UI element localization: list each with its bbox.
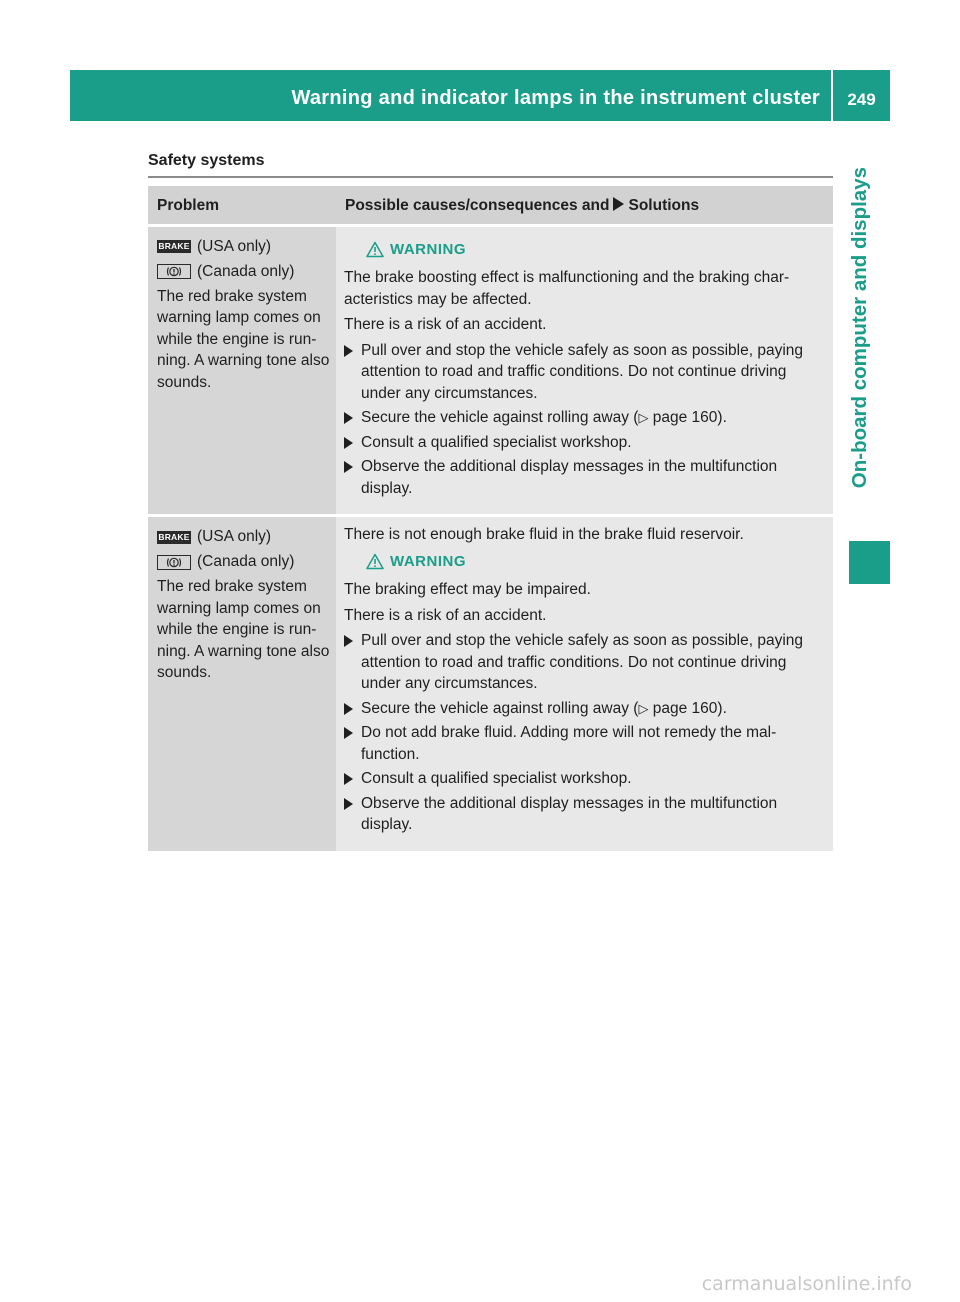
solution-cell (336, 516, 833, 851)
page-reference[interactable]: page 160 (652, 699, 718, 717)
warning-label: WARNING (390, 552, 466, 570)
page-reference[interactable]: page 160 (652, 409, 718, 426)
lamp-usa-label: (USA only) (197, 528, 272, 546)
arrow-right-icon (344, 412, 353, 424)
arrow-right-icon (344, 635, 353, 647)
list-item (344, 698, 828, 720)
arrow-right-icon (613, 197, 624, 211)
list-item (344, 722, 828, 765)
brake-circle-lamp-icon (157, 264, 191, 279)
header-solutions-suffix: Solutions (628, 197, 700, 214)
arrow-right-icon (344, 437, 353, 449)
problem-cell (148, 516, 336, 851)
step-text: Observe the additional display messages in the multifunction display. (361, 794, 778, 833)
arrow-right-icon (344, 773, 353, 785)
arrow-right-icon (344, 727, 353, 739)
arrow-right-icon (344, 345, 353, 357)
side-tab-marker (849, 541, 890, 584)
problem-description: The red brake system warning lamp comes on while the engine is run-ning. A warning tone also sounds. (157, 578, 330, 681)
warning-triangle-icon (366, 553, 384, 570)
risk-text: There is a risk of an accident. (344, 316, 547, 333)
section-divider (148, 176, 833, 178)
warning-text: The braking effect may be impaired. (344, 581, 591, 598)
list-item (344, 432, 828, 454)
lamp-canada-label: (Canada only) (197, 262, 295, 280)
lamp-usa-label: (USA only) (197, 237, 272, 255)
section-title: Safety systems (148, 152, 265, 169)
lamp-canada (157, 551, 331, 573)
warning-lamp-table (148, 186, 833, 851)
warning-text: The brake boosting effect is malfunctioning and the braking char-acteristics may be affected. (344, 269, 790, 308)
lamp-usa (157, 236, 331, 258)
step-text: Secure the vehicle against rolling away ( (361, 699, 639, 717)
watermark: carmanualsonline.info (701, 1273, 912, 1295)
ref-close: ). (717, 409, 727, 426)
problem-description: The red brake system warning lamp comes on while the engine is run-ning. A warning tone also sounds. (157, 287, 330, 391)
lamp-canada-label: (Canada only) (197, 553, 295, 571)
lamp-usa (157, 526, 331, 548)
brake-lamp-icon: BRAKE (158, 531, 190, 542)
list-item (344, 768, 828, 790)
cause-text: There is not enough brake fluid in the brake fluid reservoir. (344, 526, 744, 543)
problem-cell (148, 225, 336, 516)
step-text: Do not add brake fluid. Adding more will not remedy the mal-function. (361, 724, 777, 763)
ref-close: ). (717, 699, 727, 717)
step-text: Observe the additional display messages in the multifunction display. (361, 458, 778, 497)
warning-heading (366, 551, 828, 573)
brake-lamp-icon: BRAKE (158, 241, 190, 251)
arrow-right-icon (344, 703, 353, 715)
list-item (344, 407, 828, 429)
header-problem: Problem (148, 186, 336, 225)
step-text: Consult a qualified specialist workshop. (361, 770, 632, 787)
warning-triangle-icon (366, 241, 384, 258)
page-ref-triangle-icon: ▷ (638, 410, 649, 425)
list-item (344, 793, 828, 836)
lamp-canada (157, 261, 331, 283)
brake-circle-lamp-icon (157, 555, 191, 570)
list-item (344, 630, 828, 695)
warning-heading (366, 239, 828, 261)
page-number: 249 (847, 90, 876, 109)
header-bar (70, 70, 890, 121)
side-tab-label: On-board computer and displays (848, 167, 871, 489)
risk-text: There is a risk of an accident. (344, 606, 547, 624)
header-solutions-prefix: Possible causes/consequences and (345, 197, 610, 214)
side-tab (848, 167, 871, 530)
list-item (344, 340, 828, 405)
header-solutions (336, 186, 833, 225)
table-row (148, 225, 833, 516)
step-text: Pull over and stop the vehicle safely as soon as possible, paying attention to road and traffic conditions. Do not continue driving under any circumstances. (361, 632, 804, 692)
warning-label: WARNING (390, 240, 466, 258)
step-text: Secure the vehicle against rolling away ( (361, 409, 639, 426)
table-row (148, 516, 833, 851)
arrow-right-icon (344, 461, 353, 473)
step-text: Pull over and stop the vehicle safely as soon as possible, paying attention to road and traffic conditions. Do not continue driving under any circumstances. (361, 341, 804, 402)
page-ref-triangle-icon: ▷ (638, 700, 649, 716)
list-item (344, 456, 828, 499)
arrow-right-icon (344, 798, 353, 810)
step-text: Consult a qualified specialist workshop. (361, 433, 632, 451)
solution-cell (336, 225, 833, 516)
chapter-title: Warning and indicator lamps in the instrument cluster (291, 87, 820, 109)
table-header-row (148, 186, 833, 225)
